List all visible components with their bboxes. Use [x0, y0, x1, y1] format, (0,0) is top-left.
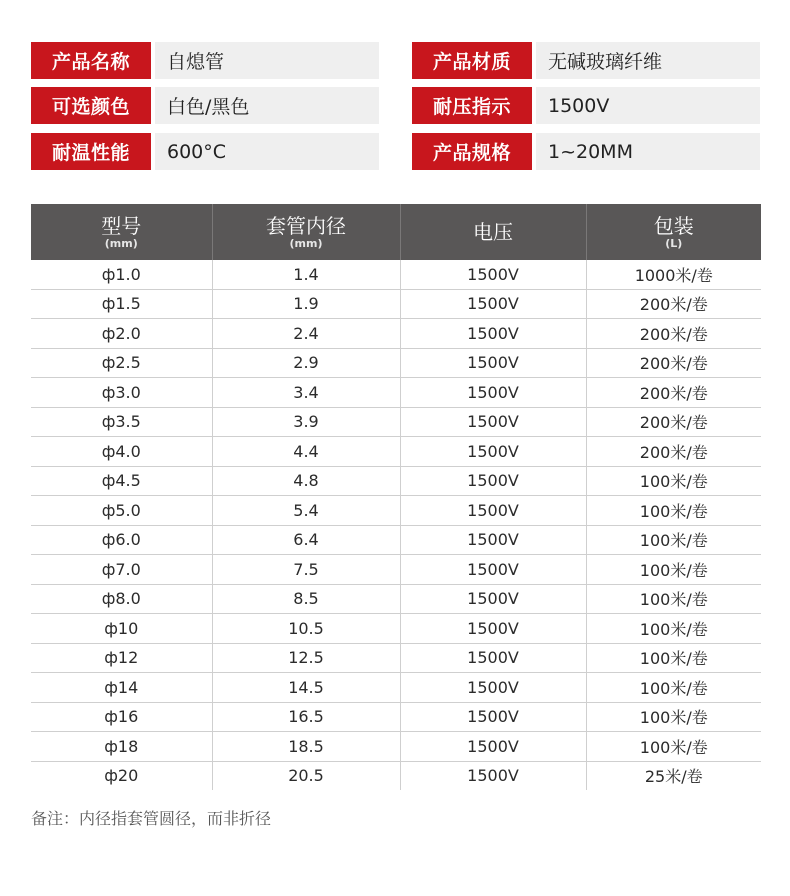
cell-voltage: 1500V: [400, 732, 586, 762]
cell-packing: 100米/卷: [586, 673, 761, 703]
cell-voltage: 1500V: [400, 260, 586, 289]
cell-packing: 200米/卷: [586, 407, 761, 437]
cell-model: ф3.5: [31, 407, 212, 437]
cell-packing: 100米/卷: [586, 525, 761, 555]
cell-packing: 100米/卷: [586, 466, 761, 496]
cell-model: ф4.0: [31, 437, 212, 467]
header-packing: [586, 204, 761, 260]
spec-value: 白色/黑色: [155, 87, 379, 124]
table-row: [31, 702, 761, 732]
cell-packing: 200米/卷: [586, 437, 761, 467]
header-label: 电压: [473, 220, 513, 244]
table-row: [31, 496, 761, 526]
cell-model: ф20: [104, 766, 139, 786]
cell-voltage: 1500V: [400, 289, 586, 319]
cell-inner-diameter: 3.4: [212, 378, 400, 408]
table-row: [31, 555, 761, 585]
table-body: [31, 260, 761, 790]
cell-voltage: 1500V: [400, 614, 586, 644]
spec-voltage: [412, 87, 760, 124]
table-row: [31, 319, 761, 349]
spec-value: 600°C: [155, 133, 379, 170]
cell-inner-diameter: 12.5: [212, 643, 400, 673]
table-row: [31, 614, 761, 644]
table-row: [31, 260, 761, 289]
footnote: 备注：内径指套管圆径，而非折径: [31, 809, 272, 828]
spec-name: [31, 42, 379, 79]
header-label: 套管内径: [266, 213, 346, 238]
header-unit: (mm): [289, 236, 323, 250]
cell-model: ф2.5: [31, 348, 212, 378]
spec-value: 无碱玻璃纤维: [536, 42, 760, 79]
cell-voltage: 1500V: [400, 643, 586, 673]
table-row: [31, 673, 761, 703]
cell-packing: 200米/卷: [586, 378, 761, 408]
cell-model: ф1.0: [31, 260, 212, 289]
spec-label: 可选颜色: [31, 87, 151, 124]
table-row: [31, 437, 761, 467]
spec-value: 自熄管: [155, 42, 379, 79]
cell-voltage: 1500V: [400, 525, 586, 555]
cell-inner-diameter: 18.5: [212, 732, 400, 762]
spec-size: [412, 133, 760, 170]
cell-voltage: 1500V: [400, 378, 586, 408]
header-model: [31, 204, 212, 260]
spec-label: 产品名称: [31, 42, 151, 79]
cell-inner-diameter: 5.4: [212, 496, 400, 526]
spec-label: 耐温性能: [31, 133, 151, 170]
cell-inner-diameter: 16.5: [212, 702, 400, 732]
cell-packing: 100米/卷: [586, 732, 761, 762]
spec-temperature: [31, 133, 379, 170]
header-unit: (L): [665, 236, 683, 250]
cell-inner-diameter: 14.5: [212, 673, 400, 703]
table-row: [31, 348, 761, 378]
cell-model: ф16: [31, 702, 212, 732]
cell-packing: 100米/卷: [586, 702, 761, 732]
cell-model: ф10: [31, 614, 212, 644]
cell-voltage: 1500V: [400, 673, 586, 703]
cell-voltage: 1500V: [400, 466, 586, 496]
cell-model: ф5.0: [31, 496, 212, 526]
cell-voltage: 1500V: [400, 496, 586, 526]
cell-inner-diameter: 6.4: [212, 525, 400, 555]
cell-inner-diameter: 10.5: [212, 614, 400, 644]
cell-packing: 200米/卷: [586, 319, 761, 349]
cell-model: ф12: [31, 643, 212, 673]
table-row: [31, 732, 761, 762]
cell-inner-diameter: 2.9: [212, 348, 400, 378]
cell-packing: 100米/卷: [586, 614, 761, 644]
table-row: [31, 525, 761, 555]
cell-inner-diameter: 2.4: [212, 319, 400, 349]
header-label: 型号: [101, 213, 142, 238]
table-row: [31, 289, 761, 319]
cell-model: ф6.0: [31, 525, 212, 555]
cell-voltage: 1500V: [400, 319, 586, 349]
spec-color: [31, 87, 379, 124]
cell-inner-diameter: 3.9: [212, 407, 400, 437]
cell-voltage: 1500V: [400, 702, 586, 732]
header-voltage: [400, 204, 586, 260]
cell-model: ф4.5: [31, 466, 212, 496]
table-row: [31, 407, 761, 437]
cell-voltage: 1500V: [400, 348, 586, 378]
spec-label: 耐压指示: [412, 87, 532, 124]
cell-packing: 100米/卷: [586, 555, 761, 585]
table-row: [31, 584, 761, 614]
table-row: [31, 761, 761, 790]
spec-value: 1500V: [536, 87, 760, 124]
cell-packing: 1000米/卷: [586, 260, 761, 289]
cell-voltage: 1500V: [400, 761, 586, 790]
cell-inner-diameter: 4.4: [212, 437, 400, 467]
cell-model: ф1.5: [31, 289, 212, 319]
cell-voltage: 1500V: [400, 437, 586, 467]
spec-value: 1~20MM: [536, 133, 760, 170]
cell-inner-diameter: 4.8: [212, 466, 400, 496]
spec-label: 产品规格: [412, 133, 532, 170]
cell-packing: 200米/卷: [586, 348, 761, 378]
table-row: [31, 466, 761, 496]
cell-model: ф7.0: [31, 555, 212, 585]
spec-material: [412, 42, 760, 79]
cell-model: ф18: [31, 732, 212, 762]
cell-inner-diameter: 20.5: [212, 761, 400, 790]
table-row: [31, 643, 761, 673]
spec-table: [31, 204, 761, 790]
cell-model: ф8.0: [31, 584, 212, 614]
cell-voltage: 1500V: [400, 555, 586, 585]
cell-model: ф3.0: [31, 378, 212, 408]
cell-packing: 100米/卷: [586, 643, 761, 673]
header-unit: (mm): [104, 236, 138, 250]
cell-packing: 100米/卷: [586, 496, 761, 526]
cell-model: ф2.0: [31, 319, 212, 349]
cell-inner-diameter: 8.5: [212, 584, 400, 614]
cell-voltage: 1500V: [400, 584, 586, 614]
spec-label: 产品材质: [412, 42, 532, 79]
cell-model: ф14: [31, 673, 212, 703]
cell-packing: 25米/卷: [586, 761, 761, 790]
cell-inner-diameter: 1.4: [212, 260, 400, 289]
cell-voltage: 1500V: [400, 407, 586, 437]
cell-packing: 200米/卷: [586, 289, 761, 319]
table-header-row: [31, 204, 761, 260]
cell-inner-diameter: 1.9: [212, 289, 400, 319]
cell-inner-diameter: 7.5: [212, 555, 400, 585]
table-row: [31, 378, 761, 408]
cell-packing: 100米/卷: [586, 584, 761, 614]
header-inner-diameter: [212, 204, 400, 260]
header-label: 包装: [653, 213, 694, 238]
